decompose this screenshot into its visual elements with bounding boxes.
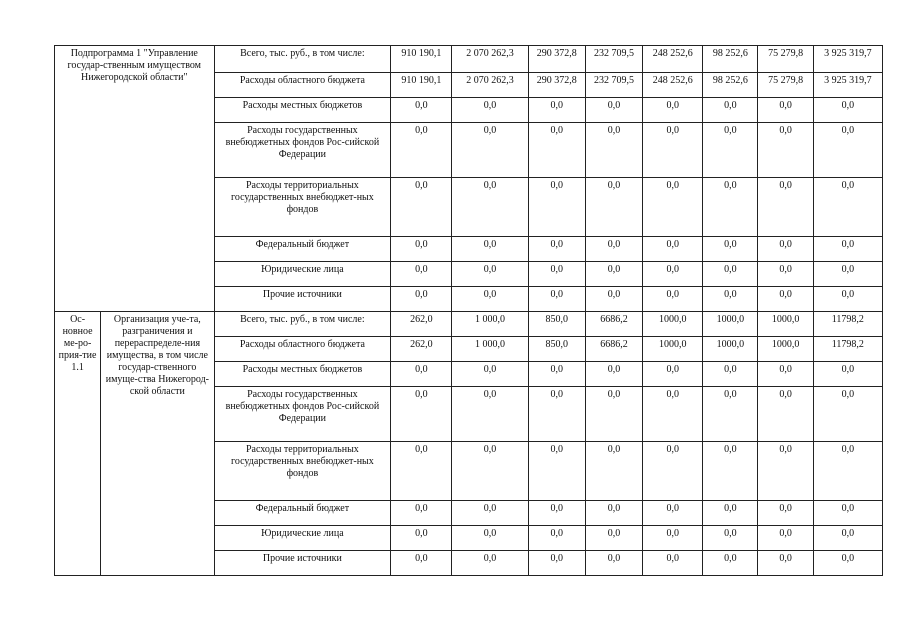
value-cell: 0,0 — [643, 362, 703, 387]
value-cell: 0,0 — [585, 551, 642, 576]
value-cell: 0,0 — [391, 178, 452, 237]
row-label: Федеральный бюджет — [214, 501, 391, 526]
value-cell: 0,0 — [585, 123, 642, 178]
value-cell: 0,0 — [643, 526, 703, 551]
value-cell: 262,0 — [391, 337, 452, 362]
value-cell: 0,0 — [452, 287, 528, 312]
value-cell: 0,0 — [643, 287, 703, 312]
value-cell: 6686,2 — [585, 312, 642, 337]
value-cell: 0,0 — [758, 262, 813, 287]
measure-name: Организация уче-та, разграничения и перераспределе-ния имущества, в том числе государ-ственного имуще-ства Нижегород-ской области — [101, 312, 214, 576]
value-cell: 0,0 — [703, 442, 758, 501]
row-label: Федеральный бюджет — [214, 237, 391, 262]
row-label: Расходы местных бюджетов — [214, 362, 391, 387]
value-cell: 0,0 — [585, 526, 642, 551]
value-cell: 0,0 — [528, 287, 585, 312]
value-cell: 1000,0 — [643, 337, 703, 362]
value-cell: 1 000,0 — [452, 312, 528, 337]
value-cell: 0,0 — [528, 98, 585, 123]
value-cell: 0,0 — [813, 387, 882, 442]
value-cell: 910 190,1 — [391, 73, 452, 98]
row-label: Расходы государственных внебюджетных фондов Рос-сийской Федерации — [214, 387, 391, 442]
row-label: Прочие источники — [214, 551, 391, 576]
value-cell: 850,0 — [528, 337, 585, 362]
funding-table — [54, 45, 883, 576]
value-cell: 0,0 — [528, 262, 585, 287]
value-cell: 0,0 — [391, 262, 452, 287]
value-cell: 1000,0 — [758, 312, 813, 337]
value-cell: 232 709,5 — [585, 73, 642, 98]
value-cell: 0,0 — [703, 287, 758, 312]
value-cell: 0,0 — [813, 178, 882, 237]
value-cell: 0,0 — [813, 98, 882, 123]
value-cell: 232 709,5 — [585, 46, 642, 73]
value-cell: 0,0 — [758, 526, 813, 551]
value-cell: 0,0 — [758, 287, 813, 312]
value-cell: 0,0 — [703, 237, 758, 262]
value-cell: 1000,0 — [643, 312, 703, 337]
value-cell: 75 279,8 — [758, 73, 813, 98]
value-cell: 0,0 — [758, 98, 813, 123]
value-cell: 850,0 — [528, 312, 585, 337]
value-cell: 0,0 — [452, 362, 528, 387]
value-cell: 6686,2 — [585, 337, 642, 362]
value-cell: 0,0 — [758, 123, 813, 178]
value-cell: 3 925 319,7 — [813, 73, 882, 98]
value-cell: 0,0 — [391, 526, 452, 551]
value-cell: 0,0 — [528, 442, 585, 501]
value-cell: 290 372,8 — [528, 73, 585, 98]
value-cell: 1000,0 — [758, 337, 813, 362]
measure-code: Ос-новное ме-ро-прия-тие 1.1 — [55, 312, 101, 576]
value-cell: 0,0 — [703, 178, 758, 237]
value-cell: 0,0 — [585, 387, 642, 442]
value-cell: 0,0 — [452, 123, 528, 178]
row-label: Юридические лица — [214, 526, 391, 551]
row-label: Расходы областного бюджета — [214, 73, 391, 98]
value-cell: 0,0 — [758, 178, 813, 237]
value-cell: 0,0 — [452, 178, 528, 237]
value-cell: 0,0 — [528, 178, 585, 237]
value-cell: 0,0 — [528, 237, 585, 262]
value-cell: 0,0 — [391, 287, 452, 312]
value-cell: 0,0 — [758, 237, 813, 262]
value-cell: 0,0 — [452, 501, 528, 526]
row-label: Расходы территориальных государственных внебюджет-ных фондов — [214, 442, 391, 501]
value-cell: 0,0 — [391, 442, 452, 501]
value-cell: 0,0 — [758, 387, 813, 442]
value-cell: 0,0 — [703, 387, 758, 442]
value-cell: 0,0 — [391, 98, 452, 123]
value-cell: 0,0 — [391, 123, 452, 178]
value-cell: 0,0 — [528, 501, 585, 526]
value-cell: 0,0 — [703, 262, 758, 287]
value-cell: 0,0 — [585, 262, 642, 287]
value-cell: 0,0 — [703, 362, 758, 387]
value-cell: 0,0 — [585, 98, 642, 123]
row-label: Расходы государственных внебюджетных фондов Рос-сийской Федерации — [214, 123, 391, 178]
value-cell: 0,0 — [643, 387, 703, 442]
table-row — [55, 312, 883, 337]
value-cell: 0,0 — [758, 442, 813, 501]
value-cell: 0,0 — [813, 442, 882, 501]
row-label: Расходы территориальных государственных внебюджет-ных фондов — [214, 178, 391, 237]
value-cell: 0,0 — [585, 237, 642, 262]
value-cell: 0,0 — [528, 526, 585, 551]
value-cell: 0,0 — [703, 551, 758, 576]
value-cell: 0,0 — [528, 387, 585, 442]
value-cell: 98 252,6 — [703, 46, 758, 73]
value-cell: 0,0 — [643, 442, 703, 501]
value-cell: 0,0 — [585, 362, 642, 387]
value-cell: 0,0 — [758, 362, 813, 387]
row-label: Прочие источники — [214, 287, 391, 312]
value-cell: 0,0 — [813, 123, 882, 178]
value-cell: 0,0 — [391, 237, 452, 262]
value-cell: 0,0 — [391, 551, 452, 576]
value-cell: 0,0 — [703, 98, 758, 123]
value-cell: 0,0 — [643, 551, 703, 576]
value-cell: 2 070 262,3 — [452, 73, 528, 98]
value-cell: 248 252,6 — [643, 73, 703, 98]
value-cell: 98 252,6 — [703, 73, 758, 98]
value-cell: 0,0 — [528, 362, 585, 387]
value-cell: 11798,2 — [813, 312, 882, 337]
value-cell: 0,0 — [452, 98, 528, 123]
row-label: Юридические лица — [214, 262, 391, 287]
value-cell: 0,0 — [585, 501, 642, 526]
value-cell: 0,0 — [452, 387, 528, 442]
value-cell: 0,0 — [391, 387, 452, 442]
value-cell: 248 252,6 — [643, 46, 703, 73]
value-cell: 1000,0 — [703, 312, 758, 337]
value-cell: 0,0 — [813, 501, 882, 526]
value-cell: 0,0 — [643, 98, 703, 123]
row-label: Всего, тыс. руб., в том числе: — [214, 46, 391, 73]
value-cell: 0,0 — [528, 551, 585, 576]
row-label: Всего, тыс. руб., в том числе: — [214, 312, 391, 337]
value-cell: 0,0 — [813, 287, 882, 312]
subprogram-name: Подпрограмма 1 "Управление государ-ственным имуществом Нижегородской области" — [55, 46, 215, 312]
value-cell: 0,0 — [813, 526, 882, 551]
value-cell: 0,0 — [391, 362, 452, 387]
value-cell: 0,0 — [813, 551, 882, 576]
table-row — [55, 46, 883, 73]
value-cell: 0,0 — [585, 442, 642, 501]
value-cell: 0,0 — [758, 551, 813, 576]
value-cell: 910 190,1 — [391, 46, 452, 73]
value-cell: 290 372,8 — [528, 46, 585, 73]
value-cell: 3 925 319,7 — [813, 46, 882, 73]
value-cell: 0,0 — [643, 123, 703, 178]
value-cell: 0,0 — [643, 501, 703, 526]
value-cell: 0,0 — [703, 526, 758, 551]
value-cell: 11798,2 — [813, 337, 882, 362]
value-cell: 1 000,0 — [452, 337, 528, 362]
value-cell: 0,0 — [452, 442, 528, 501]
row-label: Расходы местных бюджетов — [214, 98, 391, 123]
value-cell: 0,0 — [643, 262, 703, 287]
value-cell: 0,0 — [452, 526, 528, 551]
value-cell: 0,0 — [391, 501, 452, 526]
value-cell: 0,0 — [813, 362, 882, 387]
value-cell: 0,0 — [528, 123, 585, 178]
value-cell: 0,0 — [643, 237, 703, 262]
row-label: Расходы областного бюджета — [214, 337, 391, 362]
value-cell: 0,0 — [643, 178, 703, 237]
value-cell: 0,0 — [452, 237, 528, 262]
value-cell: 2 070 262,3 — [452, 46, 528, 73]
value-cell: 75 279,8 — [758, 46, 813, 73]
value-cell: 0,0 — [585, 287, 642, 312]
value-cell: 1000,0 — [703, 337, 758, 362]
value-cell: 0,0 — [758, 501, 813, 526]
value-cell: 0,0 — [813, 262, 882, 287]
value-cell: 262,0 — [391, 312, 452, 337]
value-cell: 0,0 — [703, 501, 758, 526]
value-cell: 0,0 — [813, 237, 882, 262]
value-cell: 0,0 — [452, 262, 528, 287]
value-cell: 0,0 — [585, 178, 642, 237]
value-cell: 0,0 — [452, 551, 528, 576]
value-cell: 0,0 — [703, 123, 758, 178]
